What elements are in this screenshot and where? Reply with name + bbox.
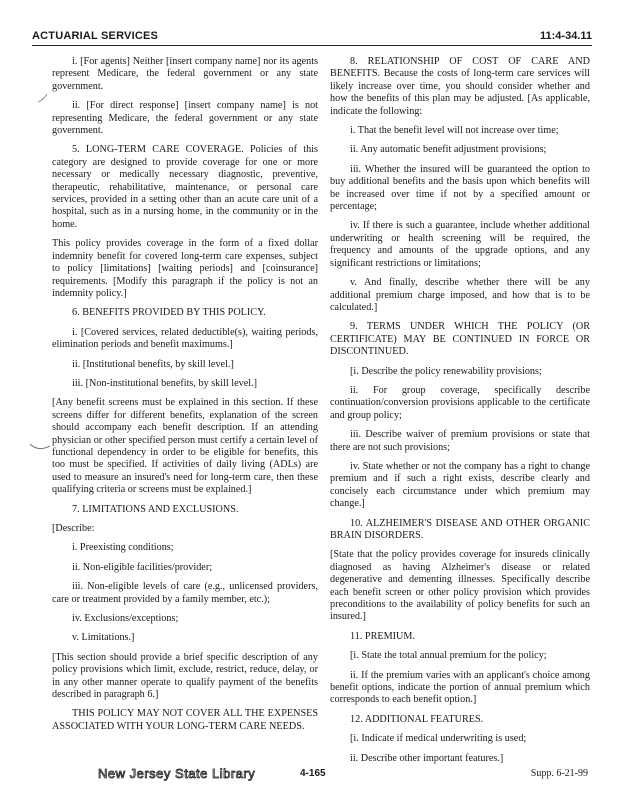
page-number: 4-165 xyxy=(300,768,326,779)
list-item: [i. Indicate if medical underwriting is used; xyxy=(350,733,527,745)
section-8-paragraph: 8. RELATIONSHIP OF COST OF CARE AND BENEFITS. Because the costs of long-term care services will likely increase over time, you should consider whether and how the benefits of this plan may be adjusted. [As applicable, indicate the following: xyxy=(330,56,590,117)
list-item: [i. Describe the policy renewability provisions; xyxy=(350,365,542,377)
paragraph: ii. [For direct response] [insert company name] is not representing Medicare, the federal government or any state government. xyxy=(52,100,318,137)
list-item: iv. If there is such a guarantee, include whether additional underwriting or health screening will be required, the frequency and amounts of the upgrade options, and any significant restrictions or limitations; xyxy=(330,220,590,269)
list-item: iii. [Non-institutional benefits, by skill level.] xyxy=(72,377,258,389)
list-item: ii. For group coverage, specifically describe continuation/conversion provisions applicable to the certificate and group policy; xyxy=(330,384,590,421)
supplement-date: Supp. 6-21-99 xyxy=(530,768,588,779)
right-column xyxy=(330,56,590,772)
list-item: iv. Exclusions/exceptions; xyxy=(72,613,179,625)
section-12-heading: 12. ADDITIONAL FEATURES. xyxy=(350,713,484,725)
paragraph: i. [For agents] Neither [insert company name] nor its agents represent Medicare, the federal government or any state government. xyxy=(52,56,318,92)
paragraph: [Describe: xyxy=(52,523,95,534)
section-11-heading: 11. PREMIUM. xyxy=(350,630,415,642)
list-item: iv. State whether or not the company has a right to change premium and if such a right exists, describe clearly and concisely each circumstance under which premium may change.] xyxy=(330,460,590,510)
list-item: ii. Any automatic benefit adjustment provisions; xyxy=(350,144,547,156)
section-10-heading: 10. ALZHEIMER'S DISEASE AND OTHER ORGANIC BRAIN DISORDERS. xyxy=(330,517,590,541)
header-rule xyxy=(32,45,592,46)
left-column xyxy=(52,56,318,740)
list-item: iii. Whether the insured will be guaranteed the option to buy additional benefits and the basis upon which benefits will be increased over time if not by a specified amount or percentage; xyxy=(330,163,590,213)
list-item: i. Preexisting conditions; xyxy=(72,542,174,554)
list-item: ii. [Institutional benefits, by skill level.] xyxy=(72,358,234,370)
warning-paragraph: THIS POLICY MAY NOT COVER ALL THE EXPENSES ASSOCIATED WITH YOUR LONG-TERM CARE NEEDS. xyxy=(52,708,318,732)
margin-mark-icon xyxy=(28,440,52,454)
list-item: iii. Non-eligible levels of care (e.g., unlicensed providers, care or treatment provided by a family member, etc.); xyxy=(52,581,318,605)
paragraph: This policy provides coverage in the form of a fixed dollar indemnity benefit for covered long-term care expenses, subject to policy [limitations] [waiting periods] and [coinsurance] requirements. [Modify this paragraph if the policy is not an indemnity policy.] xyxy=(52,238,318,299)
paragraph: [This section should provide a brief specific description of any policy provisions which limit, exclude, restrict, reduce, delay, or in any other manner operate to qualify payment of the benefits described in paragraph 6.] xyxy=(52,651,318,701)
margin-mark-icon xyxy=(36,92,50,106)
list-item: iii. Describe waiver of premium provisions or state that there are not such provisions; xyxy=(330,429,590,453)
section-5-paragraph: 5. LONG-TERM CARE COVERAGE. Policies of this category are designed to provide coverage for one or more necessary or medically necessary diagnostic, preventive, therapeutic, rehabilitative, maintenance, or personal care services, provided in a setting other than an acute care unit of a hospital, such as in a nursing home, in the community or in the home. xyxy=(52,144,318,230)
library-watermark: New Jersey State Library xyxy=(98,766,256,781)
paragraph: [State that the policy provides coverage for insureds clinically diagnosed as having Alzheimer's disease or related degenerative and dementing illnesses. Specifically describe each benefit screen or other policy provision which provides preconditions to the availability of policy benefits for such an insured.] xyxy=(330,549,590,623)
list-item: v. And finally, describe whether there will be any additional premium charge imposed, and how that is to be calculated.] xyxy=(330,277,590,313)
list-item: i. [Covered services, related deductible(s), waiting periods, elimination periods and benefit maximums.] xyxy=(52,326,318,351)
list-item: ii. Non-eligible facilities/provider; xyxy=(72,561,213,573)
list-item: ii. If the premium varies with an applicant's choice among benefit options, indicate the portion of annual premium which corresponds to each benefit option.] xyxy=(330,669,590,706)
paragraph: [Any benefit screens must be explained in this section. If these screens differ for different benefits, explanation of the screen should accompany each benefit description. If an attending physician or other specified person must certify a certain level of functional dependency in order to be eligible for benefits, this too must be specified. If activities of daily living (ADLs) are used to measure an insured's need for long-term care, then these qualifying criteria or screens must be explained.] xyxy=(52,397,318,496)
section-6-heading: 6. BENEFITS PROVIDED BY THIS POLICY. xyxy=(72,307,266,319)
list-item: [i. State the total annual premium for the policy; xyxy=(350,650,547,662)
section-7-heading: 7. LIMITATIONS AND EXCLUSIONS. xyxy=(72,503,239,515)
running-header-title: ACTUARIAL SERVICES xyxy=(32,30,159,42)
section-9-heading: 9. TERMS UNDER WHICH THE POLICY (OR CERTIFICATE) MAY BE CONTINUED IN FORCE OR DISCONTINUED. xyxy=(330,321,590,358)
list-item: v. Limitations.] xyxy=(72,632,135,644)
list-item: i. That the benefit level will not increase over time; xyxy=(350,125,559,137)
list-item: ii. Describe other important features.] xyxy=(350,752,504,764)
running-header-section: 11:4-34.11 xyxy=(540,30,592,42)
